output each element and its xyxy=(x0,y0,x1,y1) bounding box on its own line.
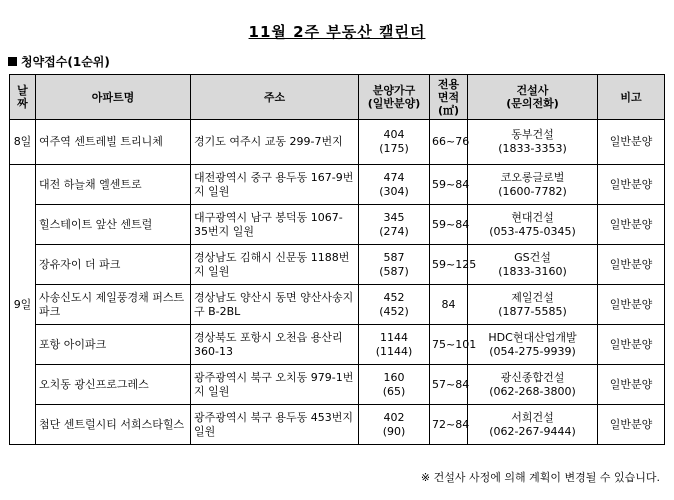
units-general: (452) xyxy=(379,304,409,318)
section-heading xyxy=(8,53,110,70)
table-row xyxy=(10,120,665,165)
builder-cell xyxy=(468,285,598,325)
area-cell: 72~84 xyxy=(430,405,468,445)
apartment-cell: 대전 하늘채 엘센트로 xyxy=(36,165,191,205)
address-cell: 경기도 여주시 교동 299-7번지 xyxy=(191,120,359,165)
header-units-line2: (일반분양) xyxy=(367,97,421,110)
units-cell xyxy=(359,285,430,325)
area-cell: 75~101 xyxy=(430,325,468,365)
apartment-cell: 포항 아이파크 xyxy=(36,325,191,365)
units-cell xyxy=(359,245,430,285)
area-cell: 59~84 xyxy=(430,165,468,205)
note-cell: 일반분양 xyxy=(598,165,665,205)
units-general: (90) xyxy=(382,424,406,438)
table-header-row xyxy=(10,75,665,120)
area-cell: 59~84 xyxy=(430,205,468,245)
table-row xyxy=(10,365,665,405)
address-cell: 경상남도 양산시 동면 양산사송지구 B-2BL xyxy=(191,285,359,325)
units-total: 160 xyxy=(383,370,405,384)
note-cell: 일반분양 xyxy=(598,120,665,165)
address-cell: 경상북도 포항시 오천읍 용산리 360-13 xyxy=(191,325,359,365)
header-builder-line2: (문의전화) xyxy=(506,97,559,110)
table-row xyxy=(10,325,665,365)
header-area-line2: 면적 xyxy=(437,90,460,104)
header-area xyxy=(430,75,468,120)
section-label: 청약접수(1순위) xyxy=(21,55,110,69)
note-cell: 일반분양 xyxy=(598,405,665,445)
units-cell xyxy=(359,120,430,165)
subscription-table xyxy=(9,74,665,445)
builder-phone: (1833-3353) xyxy=(498,142,567,155)
area-cell: 59~125 xyxy=(430,245,468,285)
units-cell xyxy=(359,165,430,205)
apartment-cell: 첨단 센트럴시티 서희스타힐스 xyxy=(36,405,191,445)
builder-name: 동부건설 xyxy=(511,128,554,141)
date-cell: 9일 xyxy=(10,165,36,445)
builder-phone: (062-267-9444) xyxy=(489,424,576,438)
header-area-line1: 전용 xyxy=(437,77,460,91)
units-cell xyxy=(359,325,430,365)
area-cell: 57~84 xyxy=(430,365,468,405)
builder-cell xyxy=(468,205,598,245)
builder-cell xyxy=(468,245,598,285)
units-general: (1144) xyxy=(375,344,413,358)
header-area-line3: (㎡) xyxy=(437,103,460,117)
units-total: 474 xyxy=(383,170,405,184)
builder-name: 제일건설 xyxy=(511,290,554,304)
address-cell: 경상남도 김해시 신문동 1188번지 일원 xyxy=(191,245,359,285)
builder-phone: (1600-7782) xyxy=(498,184,567,198)
units-general: (304) xyxy=(379,184,409,198)
units-general: (587) xyxy=(379,264,409,278)
units-general: (175) xyxy=(379,142,409,155)
builder-name: 광신종합건설 xyxy=(500,370,565,384)
builder-cell xyxy=(468,365,598,405)
units-total: 402 xyxy=(383,410,405,424)
page-title: 11월 2주 부동산 캘린더 xyxy=(248,23,426,41)
apartment-cell: 오치동 광신프로그레스 xyxy=(36,365,191,405)
builder-name: 현대건설 xyxy=(511,210,554,224)
builder-name: GS건설 xyxy=(514,250,551,264)
builder-phone: (1877-5585) xyxy=(498,304,567,318)
address-cell: 대구광역시 남구 봉덕동 1067-35번지 일원 xyxy=(191,205,359,245)
table-row xyxy=(10,285,665,325)
units-cell xyxy=(359,365,430,405)
table-row xyxy=(10,405,665,445)
apartment-cell: 힐스테이트 앞산 센트럴 xyxy=(36,205,191,245)
builder-cell xyxy=(468,325,598,365)
note-cell: 일반분양 xyxy=(598,205,665,245)
note-cell: 일반분양 xyxy=(598,325,665,365)
builder-cell xyxy=(468,165,598,205)
note-cell: 일반분양 xyxy=(598,285,665,325)
builder-name: 코오롱글로벌 xyxy=(500,170,565,184)
units-total: 452 xyxy=(383,290,405,304)
square-bullet-icon xyxy=(8,57,17,66)
builder-cell xyxy=(468,120,598,165)
address-cell: 광주광역시 북구 용두동 453번지 일원 xyxy=(191,405,359,445)
units-total: 404 xyxy=(383,128,405,141)
builder-phone: (054-275-9939) xyxy=(489,344,576,358)
units-general: (65) xyxy=(382,384,406,398)
apartment-cell: 장유자이 더 파크 xyxy=(36,245,191,285)
header-apartment: 아파트명 xyxy=(36,75,191,120)
date-cell: 8일 xyxy=(10,120,36,165)
table-row xyxy=(10,165,665,205)
table-row xyxy=(10,205,665,245)
header-address: 주소 xyxy=(191,75,359,120)
header-builder-line1: 건설사 xyxy=(516,84,549,97)
units-cell xyxy=(359,405,430,445)
units-cell xyxy=(359,205,430,245)
footnote: ※ 건설사 사정에 의해 계획이 변경될 수 있습니다. xyxy=(420,471,660,484)
header-note: 비고 xyxy=(598,75,665,120)
builder-name: HDC현대산업개발 xyxy=(488,330,577,344)
units-total: 345 xyxy=(383,210,405,224)
units-general: (274) xyxy=(379,224,409,238)
header-units xyxy=(359,75,430,120)
address-cell: 대전광역시 중구 용두동 167-9번지 일원 xyxy=(191,165,359,205)
builder-phone: (1833-3160) xyxy=(498,264,567,278)
header-date: 날짜 xyxy=(10,75,36,120)
header-units-line1: 분양가구 xyxy=(372,84,416,97)
address-cell: 광주광역시 북구 오치동 979-1번지 일원 xyxy=(191,365,359,405)
area-cell: 66~76 xyxy=(430,120,468,165)
note-cell: 일반분양 xyxy=(598,245,665,285)
area-cell: 84 xyxy=(430,285,468,325)
units-total: 1144 xyxy=(380,330,408,344)
apartment-cell: 여주역 센트레빌 트리니체 xyxy=(36,120,191,165)
builder-name: 서희건설 xyxy=(511,410,554,424)
table-row xyxy=(10,245,665,285)
header-builder xyxy=(468,75,598,120)
units-total: 587 xyxy=(383,250,405,264)
builder-phone: (062-268-3800) xyxy=(489,384,576,398)
builder-cell xyxy=(468,405,598,445)
apartment-cell: 사송신도시 제일풍경채 퍼스트파크 xyxy=(36,285,191,325)
builder-phone: (053-475-0345) xyxy=(489,224,576,238)
note-cell: 일반분양 xyxy=(598,365,665,405)
